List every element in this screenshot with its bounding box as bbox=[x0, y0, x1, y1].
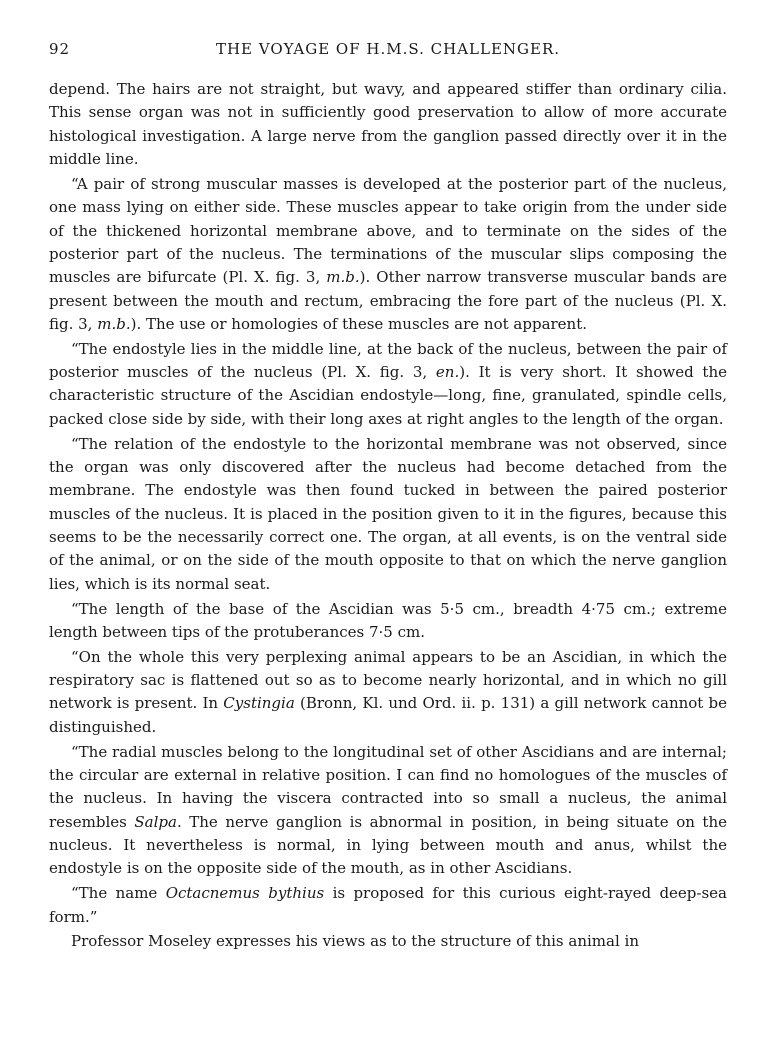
text-run: “The endostyle lies in the middle line, at the back of the nucleus, between the pair of posterior muscles of the nucleus (Pl. X. fig. 3, bbox=[49, 339, 727, 382]
text-run: ). Other narrow transverse muscular bands are present between the mouth and rectum, embracing the fore part of the nucleus (Pl. X. fig. 3, bbox=[49, 268, 727, 333]
paragraph bbox=[49, 882, 727, 929]
italic-text: m.b. bbox=[97, 314, 131, 333]
paragraph bbox=[49, 598, 727, 645]
text-run: is proposed for this curious eight-rayed deep-sea form.” bbox=[49, 884, 727, 926]
text-run: “The length of the base of the Ascidian was 5·5 cm., breadth 4·75 cm.; extreme length between tips of the protuberances 7·5 cm. bbox=[49, 599, 727, 641]
paragraph bbox=[49, 173, 727, 336]
italic-text: en. bbox=[435, 363, 460, 382]
italic-text: Octacnemus bythius bbox=[165, 884, 325, 903]
text-run: . The nerve ganglion is abnormal in position, in being situate on the nucleus. It nevertheless is normal, in lying between mouth and anus, whilst the endostyle is on the opposite side of the mouth, as in other Ascidians. bbox=[49, 812, 727, 878]
text-run: depend. The hairs are not straight, but wavy, and appeared stiffer than ordinary cilia. This sense organ was not in sufficiently good preservation to allow of more accurate histological investigation. A large nerve from the ganglion passed directly over it in the middle line. bbox=[49, 80, 727, 169]
text-run: Professor Moseley expresses his views as to the structure of this animal in bbox=[71, 932, 639, 951]
text-run: “On the whole this very perplexing animal appears to be an Ascidian, in which the respiratory sac is flattened out so as to become nearly horizontal, and in which no gill network is present. In bbox=[49, 647, 727, 713]
page-number: 92 bbox=[49, 40, 71, 58]
running-header bbox=[49, 40, 727, 64]
paragraph bbox=[49, 78, 727, 171]
paragraph bbox=[49, 433, 727, 596]
italic-text: Cystingia bbox=[223, 694, 295, 713]
page bbox=[49, 40, 727, 954]
italic-text: m.b. bbox=[326, 268, 360, 287]
italic-text: Salpa bbox=[134, 812, 177, 831]
paragraph bbox=[49, 930, 727, 953]
body-text bbox=[49, 78, 727, 954]
paragraph bbox=[49, 646, 727, 739]
text-run: ). It is very short. It showed the characteristic structure of the Ascidian endostyle—long, fine, granulated, spindle cells, packed close side by side, with their long axes at right angles to the length of the organ. bbox=[49, 363, 727, 428]
paragraph bbox=[49, 741, 727, 881]
text-run: “A pair of strong muscular masses is developed at the posterior part of the nucleus, one mass lying on either side. These muscles appear to take origin from the under side of the thickened horizontal membrane above, and to terminate on the sides of the posterior part of the nucleus. The terminations of the muscular slips composing the muscles are bifurcate (Pl. X. fig. 3, bbox=[49, 174, 727, 287]
paragraph bbox=[49, 338, 727, 431]
text-run: “The radial muscles belong to the longitudinal set of other Ascidians and are internal; the circular are external in relative position. I can find no homologues of the muscles of the nucleus. In having the viscera contracted into so small a nucleus, the animal resembles bbox=[49, 742, 727, 831]
text-run: “The relation of the endostyle to the horizontal membrane was not observed, since the organ was only discovered after the nucleus had become detached from the membrane. The endostyle was then found tucked in between the paired posterior muscles of the nucleus. It is placed in the position given to it in the figures, because this seems to be the necessarily correct one. The organ, at all events, is on the ventral side of the animal, or on the side of the mouth opposite to that on which the nerve ganglion lies, which is its normal seat. bbox=[49, 434, 727, 593]
running-title: THE VOYAGE OF H.M.S. CHALLENGER. bbox=[215, 40, 561, 58]
text-run: (Bronn, Kl. und Ord. ii. p. 131) a gill network cannot be distinguished. bbox=[49, 694, 728, 736]
text-run: ). The use or homologies of these muscles are not apparent. bbox=[130, 314, 588, 333]
text-run: “The name bbox=[71, 884, 166, 903]
